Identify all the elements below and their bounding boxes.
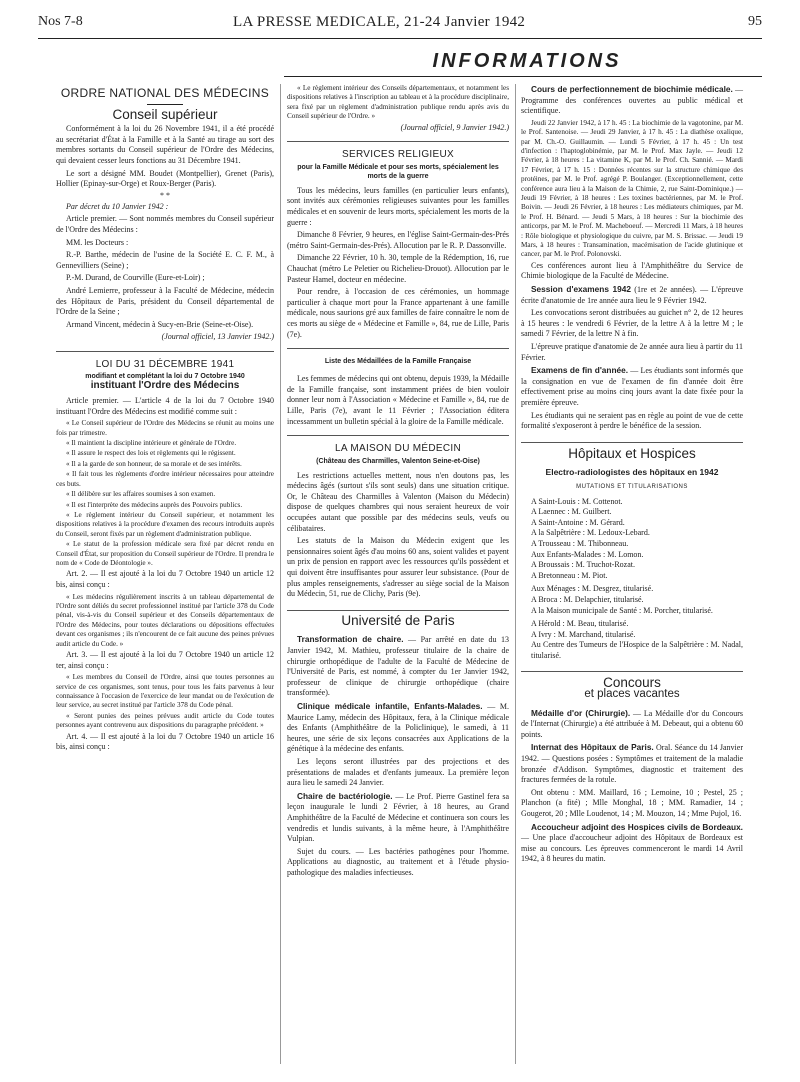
quote: « Il est l'interprète des médecins auprès des Pouvoirs publics. [66,500,243,509]
paragraph: Sujet du cours. — Les bactéries pathogènes pour l'homme. Applications au diagnostic, au traitement et à l'étude physio-pathologique des maladies infectieuses. [287,846,509,877]
signature-source: (Journal officiel, 9 Janvier 1942.) [400,122,509,132]
mutation-item: A Laennec : M. Guilbert. [531,507,612,517]
ordre-title: ORDRE NATIONAL DES MÉDECINS [60,86,270,100]
run-in-title: Transformation de chaire. [297,634,404,645]
divider [147,104,183,105]
stars-separator: * * [160,190,170,200]
mutation-item: A Trousseau : M. Thibonneau. [531,538,629,548]
section-banner: INFORMATIONS [432,50,622,72]
paragraph-text: — Une place d'accoucheur adjoint des Hôpitaux de Bordeaux est mise au concours. Les épreuves commenceront le mardi 14 Avril 1942, à 8 heures du matin. [521,833,743,864]
mutation-item: A Bretonneau : M. Piot. [531,570,608,580]
loi-subtitle-2: instituant l'Ordre des Médecins [90,380,240,392]
paragraph: Ces conférences auront lieu à l'Amphithéâtre du Service de Chimie biologique de la Faculté de Médecine. [521,260,743,281]
run-in-title: Chaire de bactériologie. [297,790,393,801]
hopitaux-title: Hôpitaux et Hospices [568,445,696,461]
services-title: SERVICES RELIGIEUX [342,149,454,161]
quote: « Il maintient la discipline intérieure et générale de l'Ordre. [66,439,237,448]
paragraph-text: — Programme des conférences ouvertes au public médical et scientifique. [521,85,743,116]
quote: « Le Conseil supérieur de l'Ordre des Médecins se réunit au moins une fois par trimestre. [56,419,274,437]
column-rule [515,84,516,1064]
paragraph: Dimanche 22 Février, 10 h. 30, temple de la Rédemption, 16, rue Chauchat (métro Le Peletier ou Richelieu-Drouot). Allocution par le Pasteur Hamel, docteur en médecine. [287,253,509,284]
mutation-item: A Saint-Antoine : M. Gérard. [531,517,625,527]
doctor-item: André Lemierre, professeur à la Faculté de Médecine, médecin des Hôpitaux de Paris, président du Conseil départemental de l'Ordre de la Seine ; [56,285,274,317]
quote: « Le statut de la profession médicale sera fixé par décret rendu en Conseil d'État, sur proposition du Conseil supérieur de l'Ordre. Il prendra le nom de « Code de Déontologie ». [56,540,274,567]
paragraph: Article premier. — L'article 4 de la loi du 7 Octobre 1940 instituant l'Ordre des Médecins est modifié comme suit : [56,396,274,416]
paragraph: Les statuts de la Maison du Médecin exigent que les pensionnaires soient âgés d'au moins 60 ans, soient valides et payent un prix de pension en rapport avec les ressources qu'ils possèdent et qui doivent être insuffisantes pour assurer leur subsistance. (Pour de plus amples renseignements, s'adresser au siège social de la Maison du Médecin, 51, rue de Clichy, Paris (9e). [287,536,509,599]
mutation-item: A la Salpêtrière : M. Ledoux-Lebard. [531,528,650,538]
mutation-item: A Broca : M. Delapchier, titularisé. [531,594,644,604]
quote: « Les membres du Conseil de l'Ordre, ainsi que toutes personnes au service de ces organismes, sont tenus, pour tous les faits parvenus à leur connaissance à l'occasion de l'exercice de leur mandat ou de l'exécution de leur service, au secret institué par l'article 378 du Code pénal. [56,673,274,710]
mutation-item: A la Maison municipale de Santé : M. Porcher, titularisé. [531,605,713,615]
paragraph: MM. les Docteurs : [66,237,129,247]
concours-title: Concours [603,675,661,691]
paragraph: Art. 4. — Il est ajouté à la loi du 7 Octobre 1940 un article 16 bis, ainsi conçu : [56,731,274,752]
run-in-title: Examens de fin d'année. [531,365,629,376]
mutation-item: A Hérold : M. Beau, titularisé. [531,619,629,629]
section-separator [287,435,509,436]
paragraph: Ont obtenu : MM. Maillard, 16 ; Lemoine, 10 ; Pestel, 25 ; Planchon (a fité) ; Mlle Monghal, 18 ; MM. Ramadier, 14 ; Gougerot, 20 ; Mlle Loudenot, 14 ; M. Mouzon, 14 ; Mme Pujol, 16. [521,787,743,818]
paragraph: Art. 2. — Il est ajouté à la loi du 7 Octobre 1940 un article 12 bis, ainsi conçu : [56,569,274,589]
page-header [38,14,762,36]
paragraph-text: — M. Maurice Lamy, médecin des Hôpitaux, fera, à la Clinique médicale des Enfants (Amphithéâtre de la Policlinique), le samedi, à 11 heures, une série de six leçons consacrées aux Applications de la génétique à la médecine des enfants. [287,701,509,754]
doctor-item: R.-P. Barthe, médecin de l'usine de la Société E. C. F. M., à Gennevilliers (Seine) ; [56,250,274,270]
journal-title: LA PRESSE MEDICALE, 21-24 Janvier 1942 [233,14,526,30]
paragraph: Article premier. — Sont nommés membres du Conseil supérieur de l'Ordre des Médecins : [56,214,274,234]
quote: « Seront punies des peines prévues audit article du Code toutes personnes ayant contrevenu aux dispositions du paragraphe précédent. » [56,711,274,730]
quote: « Le règlement intérieur du Conseil supérieur, et notamment les dispositions relatives à la procédure d'examen des recours introduits auprès du Conseil, seront fixés par un règlement d'administration publique. [56,510,274,538]
mutation-item: A Saint-Louis : M. Cottenot. [531,496,623,506]
section-separator [56,351,274,352]
run-in-title: Session d'examens 1942 [531,284,632,295]
run-in-title: Accoucheur adjoint des Hospices civils de Bordeaux. [531,821,743,832]
paragraph-text: (1re et 2e années). — L'épreuve écrite d'anatomie de 1re année aura lieu le 9 Février 1942. [521,285,743,305]
section-separator [287,141,509,142]
paragraph: Les leçons seront illustrées par des projections et des présentations de malades et d'enfants jumeaux. La première leçon aura lieu le samedi 24 Janvier. [287,756,509,788]
paragraph: Jeudi 22 Janvier 1942, à 17 h. 45 : La biochimie de la vagotonine, par M. le Prof. Santenoise. — Jeudi 29 Janvier, à 17 h. 45 : La diathèse oxalique, par M. Ch.-O. Guillaumin. — Lundi 5 Février, à 17 h. 45 : Un test d'infection : l'haptoglobinémie, par M. le Prof. Max Jayle. — Jeudi 12 Février, à 18 heures : La vitamine K, par M. le Prof. Ch. Sannié. — Mardi 17 Février, à 17 h. 15 : Données récentes sur la structure chimique des protéines, par M. le Prof. agrégé P. Boulanger. (Exceptionnellement, cette conférence aura lieu à la Maison de la Chimie, 2, rue Saint-Dominique.) — Jeudi 19 Février, à 18 heures : Les toxines bactériennes, par M. le Prof. Boivin. — Jeudi 26 Février, à 18 heures : Les médiateurs chimiques, par M. le Prof. H. Bénard. — Jeudi 5 Mars, à 18 heures : Sur la biochimie des anticorps, par M. le Prof. M. Macheboeuf. — Mercredi 11 Mars, à 18 heures : Rôle biologique et physiologique du cuivre, par M. S. Brissac. — Jeudi 19 Mars, à 18 heures : Transamination, macémisation de l'acide glutinique et cancer, par M. le Prof. Polonovski. [521,118,743,259]
paragraph-text: — Par arrêté en date du 13 Janvier 1942, M. Mathieu, professeur titulaire de la chaire de chirurgie orthopédique de l'adulte de la Faculté de Médecine de l'Université de Paris, est nommé, à compter du 1er Janvier 1942, professeur de clinique de chirurgie orthopédique (chaire transformée). [287,635,510,698]
mutations-title: MUTATIONS ET TITULARISATIONS [576,483,688,490]
run-in-title: Clinique médicale infantile, Enfants-Malades. [297,700,483,711]
decret-line: Par décret du 10 Janvier 1942 : [66,201,169,211]
universite-title: Université de Paris [341,612,455,628]
maison-title: LA MAISON DU MÉDECIN [334,443,462,455]
paragraph-text: — La Médaille d'or du Concours de l'Internat (Chirurgie) a été attribuée à M. Debeaut, qui a obtenu 60 points. [521,708,743,739]
issue-number: Nos 7-8 [38,14,83,29]
quote: « Il a la garde de son honneur, de sa morale et de ses intérêts. [66,459,242,468]
section-separator [287,610,509,611]
doctor-item: Armand Vincent, médecin à Sucy-en-Brie (Seine-et-Oise). [66,319,254,329]
quote: « Le règlement intérieur des Conseils départementaux, et notamment les dispositions relatives à l'inscription au tableau et à la procédure disciplinaire, sera fixé par un règlement d'administration publique rendu après avis du Conseil supérieur de l'Ordre. » [287,84,509,121]
quote: « Il fait tous les règlements d'ordre intérieur nécessaires pour atteindre ces buts. [56,470,274,488]
paragraph-text: Oral. Séance du 14 Janvier 1942. — Questions posées : Symptômes et traitement de la maladie bronzée d'Addison. Symptômes, diagnostic et traitement des fractures fermées de la rotule. [521,743,743,785]
paragraph: Les femmes de médecins qui ont obtenu, depuis 1939, la Médaille de la Famille française, sont instamment priées de bien vouloir donner leur nom à l'Association « Médecine et Famille », 84, rue de Lille, Paris (7e), avant le 11 Février ; l'Association éditera incessamment un bulletin spécial à la gloire de la Famille médicale. [287,374,509,426]
paragraph: L'épreuve pratique d'anatomie de 2e année aura lieu à partir du 11 Février. [521,342,743,362]
banner-rule [284,76,762,77]
concours-subtitle: et places vacantes [584,688,680,701]
column-rule [280,84,281,1064]
paragraph: Art. 3. — Il est ajouté à la loi du 7 Octobre 1940 un article 12 ter, ainsi conçu : [56,649,274,670]
paragraph: Les convocations seront distribuées au guichet n° 2, de 12 heures à 15 heures : le vendredi 6 Février, de la lettre A à la lettre M ; le samedi 7 Février, de la lettre N à fin. [521,308,743,339]
doctor-item: P.-M. Durand, de Courville (Eure-et-Loir) ; [66,273,205,283]
mutation-item: Aux Enfants-Malades : M. Lomon. [531,549,644,559]
loi-title: LOI DU 31 DÉCEMBRE 1941 [95,358,235,370]
mutation-item: Aux Ménages : M. Desgrez, titularisé. [531,584,654,594]
run-in-title: Internat des Hôpitaux de Paris. [531,742,654,753]
run-in-title: Cours de perfectionnement de biochimie médicale. [531,84,733,94]
page-number: 95 [748,14,762,29]
column-3 [521,84,743,867]
mutation-item: A Ivry : M. Marchand, titularisé. [531,629,636,639]
paragraph: Dimanche 8 Février, 9 heures, en l'église Saint-Germain-des-Prés (métro Saint-Germain-des-Prés). Allocution par le R. P. Dassonville. [287,230,509,250]
mutation-item: A Broussais : M. Truchot-Rozat. [531,560,636,570]
maison-subtitle: (Château des Charmilles, Valenton Seine-et-Oise) [316,457,480,465]
signature-source: (Journal officiel, 13 Janvier 1942.) [161,332,274,342]
paragraph: Les restrictions actuelles mettent, nous n'en doutons pas, les médecins âgés (surtout s'ils sont seuls) dans une situation critique. Or, le Château des Charmilles à Valenton (Maison du Médecin) dispose de quelques chambres qui nous seraient heureux de voir occupées autant que possible par des médecins seuls, veufs ou célibataires. [287,470,509,533]
liste-title: Liste des Médaillées de la Famille Française [324,358,472,366]
run-in-title: Médaille d'or (Chirurgie). [531,707,631,718]
paragraph-text: — Le Prof. Pierre Gastinel fera sa leçon inaugurale le lundi 2 Février, à 18 heures, au Grand Amphithéâtre de la Faculté de Médecine et continuera son cours les vendredis et lundis suivants, à la même heure, à l'Amphithéâtre Vulpian. [287,791,509,844]
quote: « Il assure le respect des lois et règlements qui le régissent. [66,449,236,458]
column-1 [56,84,274,755]
section-separator [521,442,743,443]
quote: « Il délibère sur les affaires soumises à son examen. [66,490,216,499]
conseil-title: Conseil supérieur [112,106,218,122]
paragraph: Tous les médecins, leurs familles (en particulier leurs enfants), sont invités aux cérémonies religieuses suivantes pour les familles médicales et en souvenir de leurs morts, spécialement les morts de la guerre : [287,185,509,227]
paragraph: Le sort a désigné MM. Boudet (Montpellier), Grenet (Paris), Hollier (Epinay-sur-Orge) et Roux-Berger (Paris). [56,168,274,189]
section-separator [287,348,509,349]
section-separator [521,671,743,672]
column-2 [287,84,509,880]
paragraph-text: — Les étudiants sont informés que la consignation en vue de l'examen de fin d'année doit être effectivement prise au moins cinq jours avant la date fixée pour la première épreuve. [521,366,743,407]
electro-title: Electro-radiologistes des hôpitaux en 1942 [545,467,719,478]
header-rule [38,38,762,39]
paragraph: Conformément à la loi du 26 Novembre 1941, il a été procédé au secrétariat d'État à la Famille et à la Santé au tirage au sort des membres sortants du Conseil supérieur de l'Ordre des Médecins, qui devaient cesser leurs fonctions au 31 Décembre 1941. [56,124,274,165]
loi-subtitle: modifiant et complétant la loi du 7 Octobre 1940 [85,373,245,381]
services-subtitle: pour la Famille Médicale et pour ses morts, spécialement les morts de la guerre [297,163,499,180]
paragraph: Pour rendre, à l'occasion de ces cérémonies, un hommage particulier à chaque mort pour la France appartenant à une famille médicale, nous saurions gré aux familles de faire connaître le nom de ces morts au siège de « Médecine et Famille », 84, rue de Lille, Paris (7e). [287,287,509,339]
paragraph: Les étudiants qui ne seraient pas en règle au point de vue de cette formalité s'exposeront à perdre le bénéfice de la session. [521,410,743,431]
mutation-item: Au Centre des Tumeurs de l'Hospice de la Salpêtrière : M. Nadal, titularisé. [531,640,743,660]
quote: « Les médecins régulièrement inscrits à un tableau départemental de l'Ordre sont déliés du secret professionnel institué par l'article 378 du Code pénal, vis-à-vis du Conseil supérieur et des Conseils départementaux de l'Ordre des Médecins, pour toutes déclarations ou dépositions effectuées devant ces organismes ; ils n'encourent de ce fait aucune des peines prévues audit article du Code. » [56,592,274,648]
